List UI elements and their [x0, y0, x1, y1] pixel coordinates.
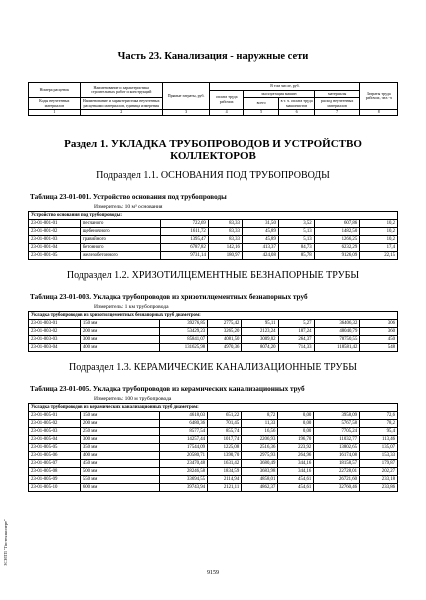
value-cell: 6480,36: [160, 420, 208, 428]
value-cell: 180,97: [208, 252, 242, 260]
value-cell: 3,52: [278, 220, 314, 228]
value-cell: 0,00: [278, 412, 314, 420]
table-row: [29, 436, 398, 444]
value-cell: 3683,98: [242, 468, 278, 476]
rate-code-cell: 23-01-003-02: [29, 328, 81, 336]
rate-code-cell: 23-01-001-02: [29, 228, 81, 236]
col-num: 3: [162, 110, 210, 116]
value-cell: 6787,82: [161, 244, 208, 252]
value-cell: 223,92: [278, 444, 314, 452]
value-cell: 17544,09: [160, 444, 208, 452]
value-cell: 344,16: [278, 460, 314, 468]
value-cell: 83,33: [208, 236, 242, 244]
value-cell: 14257,44: [160, 436, 208, 444]
value-cell: 855,74: [208, 428, 242, 436]
value-cell: 2206,93: [242, 436, 278, 444]
value-cell: 36406,32: [314, 320, 360, 328]
rate-code-cell: 23-01-005-03: [29, 428, 81, 436]
value-cell: 454,61: [278, 484, 314, 492]
column-header-table: [28, 82, 398, 116]
header-codes-top: Номера расценок: [29, 83, 81, 98]
value-cell: 344,16: [278, 468, 314, 476]
value-cell: 23470,48: [160, 460, 208, 468]
value-cell: 131625,98: [160, 344, 208, 352]
value-cell: 2123,24: [242, 328, 278, 336]
table-row: [29, 468, 398, 476]
work-name-cell: 200 мм: [80, 420, 160, 428]
table-row: [29, 228, 398, 236]
rate-code-cell: 23-01-001-03: [29, 236, 81, 244]
value-cell: 202,27: [360, 468, 398, 476]
table-row: [29, 452, 398, 460]
value-cell: 607,86: [314, 220, 360, 228]
value-cell: 78750,55: [314, 336, 360, 344]
value-cell: 39276,85: [160, 320, 208, 328]
header-name-top: Наименование и характеристика строительных работ и конструкций: [80, 83, 162, 98]
value-cell: 5,13: [278, 228, 314, 236]
value-cell: 450: [360, 336, 398, 344]
table-row: [29, 428, 398, 436]
value-cell: 3680,49: [242, 460, 278, 468]
value-cell: 10,2: [360, 220, 398, 228]
value-cell: 18158,57: [314, 460, 360, 468]
value-cell: 135,07: [360, 444, 398, 452]
rate-code-cell: 23-01-003-03: [29, 336, 81, 344]
header-machines: эксплуатация машин: [243, 90, 314, 98]
value-cell: 8577,54: [160, 428, 208, 436]
value-cell: 28246,58: [160, 468, 208, 476]
subsection-title: Подраздел 1.1. ОСНОВАНИЯ ПОД ТРУБОПРОВОДЫ: [96, 170, 330, 181]
value-cell: 1395,47: [161, 236, 208, 244]
value-cell: 13802,65: [314, 444, 360, 452]
value-cell: 2775,42: [208, 320, 242, 328]
table-caption: Укладка трубопроводов из керамических канализационных труб диаметром:: [29, 404, 398, 412]
rates-table-003: [28, 311, 398, 352]
rate-code-cell: 23-01-003-01: [29, 320, 81, 328]
value-cell: 8,72: [242, 412, 278, 420]
rate-code-cell: 23-01-005-04: [29, 436, 81, 444]
work-name-cell: 150 мм: [80, 320, 160, 328]
value-cell: 651,22: [208, 412, 242, 420]
rate-code-cell: 23-01-005-09: [29, 476, 81, 484]
value-cell: 2516,36: [242, 444, 278, 452]
value-cell: 360: [360, 328, 398, 336]
table-caption: Устройство основания под трубопроводы:: [29, 212, 398, 220]
value-cell: 153,33: [360, 452, 398, 460]
value-cell: 714,33: [278, 344, 314, 352]
table-row: [29, 320, 398, 328]
table-row: [29, 244, 398, 252]
rate-code-cell: 23-01-001-01: [29, 220, 81, 228]
table-row: [29, 484, 398, 492]
value-cell: 5767,58: [314, 420, 360, 428]
rate-code-cell: 23-01-005-02: [29, 420, 81, 428]
work-name-cell: железобетонного: [80, 252, 161, 260]
header-group: В том числе, руб.: [210, 83, 360, 91]
value-cell: 233,18: [360, 476, 398, 484]
value-cell: 8074,20: [242, 344, 278, 352]
page-number: 9159: [207, 570, 219, 576]
value-cell: 233,86: [360, 484, 398, 492]
value-cell: 32760,46: [314, 484, 360, 492]
value-cell: 11,33: [242, 420, 278, 428]
value-cell: 22,15: [360, 252, 398, 260]
value-cell: 187,24: [278, 328, 314, 336]
header-machines-total: всего: [243, 98, 278, 110]
table-row: [29, 220, 398, 228]
work-name-cell: 200 мм: [80, 328, 160, 336]
value-cell: 84,73: [278, 244, 314, 252]
value-cell: 1390,70: [208, 452, 242, 460]
col-num: 7: [314, 110, 360, 116]
value-cell: 548: [360, 344, 398, 352]
rate-code-cell: 23-01-005-07: [29, 460, 81, 468]
header-unaccounted-materials: расход неучтенных материалов: [314, 98, 360, 110]
value-cell: 5,27: [278, 320, 314, 328]
table-row: [29, 236, 398, 244]
work-name-cell: щебеночного: [80, 228, 161, 236]
table-row: [29, 344, 398, 352]
rates-table-001: [28, 211, 398, 260]
value-cell: 4618,03: [160, 412, 208, 420]
col-num: 2: [80, 110, 162, 116]
value-cell: 78,2: [360, 420, 398, 428]
value-cell: 0,00: [278, 428, 314, 436]
value-cell: 45,89: [242, 236, 278, 244]
header-codes-bottom: Коды неучтенных материалов: [29, 98, 81, 110]
rate-code-cell: 23-01-005-10: [29, 484, 81, 492]
value-cell: 22728,01: [314, 468, 360, 476]
work-name-cell: 400 мм: [80, 344, 160, 352]
value-cell: 306: [360, 320, 398, 328]
value-cell: 196,70: [278, 436, 314, 444]
value-cell: 26721,60: [314, 476, 360, 484]
value-cell: 95,4: [360, 428, 398, 436]
col-num: 5: [243, 110, 278, 116]
rate-code-cell: 23-01-005-01: [29, 412, 81, 420]
header-labor: Затраты труда рабочих, чел.-ч: [360, 83, 398, 110]
value-cell: 16174,08: [314, 452, 360, 460]
value-cell: 424,08: [242, 252, 278, 260]
table-row: [29, 444, 398, 452]
value-cell: 6232,29: [314, 244, 360, 252]
value-cell: 264,96: [278, 452, 314, 460]
table-row: [29, 252, 398, 260]
value-cell: 3009,02: [242, 336, 278, 344]
work-name-cell: гравийного: [80, 236, 161, 244]
value-cell: 85,78: [278, 252, 314, 260]
rate-code-cell: 23-01-005-08: [29, 468, 81, 476]
table-row: [29, 460, 398, 468]
value-cell: 5,13: [278, 236, 314, 244]
value-cell: 1482,50: [314, 228, 360, 236]
value-cell: 85841,07: [160, 336, 208, 344]
value-cell: 9731,14: [161, 252, 208, 260]
value-cell: 83,33: [208, 220, 242, 228]
table-title: Таблица 23-01-001. Устройство основания под трубопроводы: [30, 193, 227, 201]
table-title: Таблица 23-01-003. Укладка трубопроводов из хризотилцементных безнапорных труб: [30, 293, 308, 301]
value-cell: 9126,09: [314, 252, 360, 260]
rate-code-cell: 23-01-001-04: [29, 244, 81, 252]
value-cell: 7705,24: [314, 428, 360, 436]
table-row: [29, 328, 398, 336]
work-name-cell: 350 мм: [80, 444, 160, 452]
value-cell: 3265,20: [208, 328, 242, 336]
subsection-title: Подраздел 1.3. КЕРАМИЧЕСКИЕ КАНАЛИЗАЦИОННЫЕ ТРУБЫ: [69, 362, 357, 373]
section-title: Раздел 1. УКЛАДКА ТРУБОПРОВОДОВ И УСТРОЙСТВО КОЛЛЕКТОРОВ: [64, 138, 362, 162]
header-wages: оплата труда рабочих: [210, 90, 243, 110]
value-cell: 95,11: [242, 320, 278, 328]
subsection-title: Подраздел 1.2. ХРИЗОТИЛЦЕМЕНТНЫЕ БЕЗНАПОРНЫЕ ТРУБЫ: [66, 270, 360, 281]
value-cell: 39743,94: [160, 484, 208, 492]
value-cell: 1631,42: [208, 460, 242, 468]
table-measure: Измеритель: 1 км трубопровода: [94, 304, 169, 310]
value-cell: 701,45: [208, 420, 242, 428]
value-cell: 0,00: [278, 420, 314, 428]
value-cell: 4858,01: [242, 476, 278, 484]
work-name-cell: песчаного: [80, 220, 161, 228]
header-name-bottom: Наименование и характеристика неучтенных расценками материалов, единица измерения: [80, 98, 162, 110]
value-cell: 3958,09: [314, 412, 360, 420]
value-cell: 1266,25: [314, 236, 360, 244]
table-measure: Измеритель: 10 м³ основания: [94, 204, 163, 210]
work-name-cell: 500 мм: [80, 468, 160, 476]
table-row: [29, 420, 398, 428]
table-row: [29, 476, 398, 484]
work-name-cell: 550 мм: [80, 476, 160, 484]
value-cell: 20580,71: [160, 452, 208, 460]
value-cell: 48040,79: [314, 328, 360, 336]
value-cell: 53429,23: [160, 328, 208, 336]
value-cell: 10,2: [360, 236, 398, 244]
table-row: [29, 336, 398, 344]
value-cell: 4862,37: [242, 484, 278, 492]
value-cell: 4970,36: [208, 344, 242, 352]
value-cell: 1017,74: [208, 436, 242, 444]
value-cell: 11032,77: [314, 436, 360, 444]
value-cell: 454,61: [278, 476, 314, 484]
value-cell: 2975,93: [242, 452, 278, 460]
value-cell: 16,56: [242, 428, 278, 436]
value-cell: 2114,94: [208, 476, 242, 484]
rate-code-cell: 23-01-001-05: [29, 252, 81, 260]
value-cell: 45,89: [242, 228, 278, 236]
work-name-cell: 300 мм: [80, 336, 160, 344]
table-row: [29, 412, 398, 420]
value-cell: 1225,08: [208, 444, 242, 452]
value-cell: 179,87: [360, 460, 398, 468]
rate-code-cell: 23-01-003-04: [29, 344, 81, 352]
value-cell: 2121,11: [208, 484, 242, 492]
side-watermark: ЗСНТП "Гостехэксперт": [2, 519, 8, 566]
table-title: Таблица 23-01-005. Укладка трубопроводов из керамических канализационных труб: [30, 385, 305, 393]
value-cell: 31,50: [242, 220, 278, 228]
work-name-cell: 600 мм: [80, 484, 160, 492]
header-machinist-wages: в т. ч. оплата труда машинистов: [279, 98, 314, 110]
table-caption: Укладка трубопроводов из хризотилцементных безнапорных труб диаметром:: [29, 312, 398, 320]
value-cell: 83,33: [208, 228, 242, 236]
work-name-cell: бетонного: [80, 244, 161, 252]
work-name-cell: 250 мм: [80, 428, 160, 436]
value-cell: 118581,42: [314, 344, 360, 352]
work-name-cell: 300 мм: [80, 436, 160, 444]
value-cell: 10,2: [360, 228, 398, 236]
part-title: Часть 23. Канализация - наружные сети: [117, 51, 309, 62]
header-materials: материалы: [314, 90, 360, 98]
col-num: 6: [279, 110, 314, 116]
value-cell: 722,69: [161, 220, 208, 228]
header-direct-costs: Прямые затраты, руб.: [162, 83, 210, 110]
value-cell: 413,37: [242, 244, 278, 252]
rates-table-005: [28, 403, 398, 492]
col-num: 1: [29, 110, 81, 116]
value-cell: 1834,59: [208, 468, 242, 476]
rate-code-cell: 23-01-005-05: [29, 444, 81, 452]
rate-code-cell: 23-01-005-06: [29, 452, 81, 460]
table-measure: Измеритель: 100 м трубопровода: [94, 396, 172, 402]
work-name-cell: 150 мм: [80, 412, 160, 420]
value-cell: 17,4: [360, 244, 398, 252]
value-cell: 142,16: [208, 244, 242, 252]
value-cell: 1611,72: [161, 228, 208, 236]
value-cell: 264,37: [278, 336, 314, 344]
value-cell: 33694,55: [160, 476, 208, 484]
value-cell: 113,46: [360, 436, 398, 444]
work-name-cell: 450 мм: [80, 460, 160, 468]
col-num: 4: [210, 110, 243, 116]
work-name-cell: 400 мм: [80, 452, 160, 460]
value-cell: 72,6: [360, 412, 398, 420]
value-cell: 4081,50: [208, 336, 242, 344]
col-num: 8: [360, 110, 398, 116]
